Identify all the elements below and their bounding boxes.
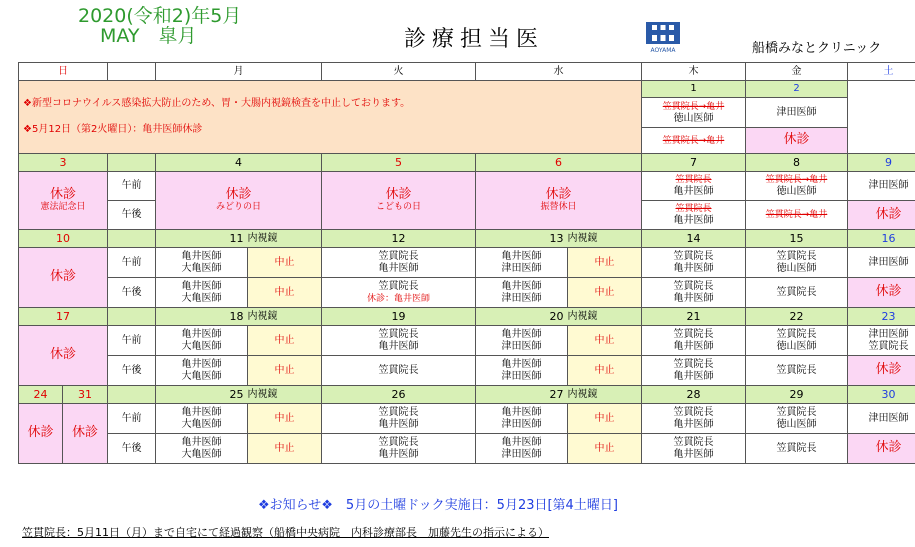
holiday-name: みどりの日 — [215, 201, 261, 212]
endoscopy-cancelled: 中止 — [248, 404, 322, 434]
slot-25-am: 亀井医師 大亀医師 — [156, 404, 248, 434]
announcement-box — [19, 81, 642, 154]
date-25 — [156, 386, 248, 404]
slot-11-am: 亀井医師 大亀医師 — [156, 248, 248, 278]
date-7: 7 — [642, 154, 746, 172]
endoscopy-cancelled: 中止 — [568, 356, 642, 386]
slot-13-pm: 亀井医師 津田医師 — [476, 278, 568, 308]
am-label: 午前 — [108, 326, 156, 356]
date-10: 10 — [19, 230, 108, 248]
announcement-line1: ❖新型コロナウイルス感染拡大防止のため、胃・大腸内視鏡検査を中止しております。 — [23, 98, 411, 109]
weekday-thu: 木 — [642, 63, 746, 81]
slot-1-am — [642, 98, 746, 128]
header-date-line1: 2020(令和2)年5月 — [78, 5, 242, 27]
am-label: 午前 — [108, 172, 156, 201]
date-5: 5 — [322, 154, 476, 172]
endoscopy-cancelled: 中止 — [248, 278, 322, 308]
slot-7-am — [642, 172, 746, 201]
slot-2-am — [746, 98, 848, 128]
date-13 — [476, 230, 568, 248]
slot-9-am — [848, 172, 915, 201]
page-title: 診療担当医 — [404, 27, 545, 52]
slot-15-pm: 笠貫院長 — [746, 278, 848, 308]
slot-26-pm: 笠貫院長 亀井医師 — [322, 434, 476, 464]
slot-1-pm — [642, 128, 746, 154]
struck-doctor: 笠貫院長→亀井 — [662, 101, 725, 112]
slot-27-am: 亀井医師 津田医師 — [476, 404, 568, 434]
struck-doctor: 笠貫院長→亀井 — [765, 175, 828, 185]
closed-label: 休診 — [875, 440, 902, 455]
date-14: 14 — [642, 230, 746, 248]
date-number: 11 — [229, 231, 244, 245]
holiday-3 — [19, 172, 108, 230]
slot-22-am: 笠貫院長 徳山医師 — [746, 326, 848, 356]
sunday-closed — [19, 248, 108, 308]
weekday-tue: 火 — [322, 63, 476, 81]
holiday-name: 憲法記念日 — [40, 201, 86, 212]
naishi-label: 内視鏡 — [568, 386, 642, 404]
date-number: 18 — [229, 309, 244, 323]
slot-26-am: 笠貫院長 亀井医師 — [322, 404, 476, 434]
doctor: 徳山医師 — [776, 186, 817, 197]
closed-label: 休診 — [545, 186, 572, 202]
slot-30-am: 津田医師 — [848, 404, 915, 434]
endoscopy-cancelled: 中止 — [568, 248, 642, 278]
doctor: 亀井医師 — [673, 215, 714, 226]
slot-11-pm: 亀井医師 大亀医師 — [156, 278, 248, 308]
slot-28-am: 笠貫院長 亀井医師 — [642, 404, 746, 434]
closed-label: 休診 — [875, 284, 902, 299]
closed-label: 休診 — [49, 347, 76, 362]
slot-18-pm: 亀井医師 大亀医師 — [156, 356, 248, 386]
date-4: 4 — [156, 154, 322, 172]
endoscopy-cancelled: 中止 — [568, 434, 642, 464]
slot-29-pm: 笠貫院長 — [746, 434, 848, 464]
closed-label: 休診 — [49, 269, 76, 284]
endoscopy-cancelled: 中止 — [248, 248, 322, 278]
slot-20-pm: 亀井医師 津田医師 — [476, 356, 568, 386]
date-23: 23 — [848, 308, 915, 326]
holiday-name: こどもの日 — [375, 201, 421, 212]
date-19: 19 — [322, 308, 476, 326]
date-16: 16 — [848, 230, 915, 248]
notice-banner: ❖お知らせ❖ 5月の土曜ドック実施日：5月23日[第4土曜日] — [258, 498, 618, 513]
doctor: 津田医師 — [776, 106, 817, 118]
struck-doctor: 笠貫院長→亀井 — [662, 135, 725, 146]
date-number: 13 — [549, 231, 564, 245]
holiday-6 — [476, 172, 642, 230]
endoscopy-cancelled: 中止 — [248, 326, 322, 356]
slot-15-am: 笠貫院長 徳山医師 — [746, 248, 848, 278]
slot-18-am: 亀井医師 大亀医師 — [156, 326, 248, 356]
endoscopy-cancelled: 中止 — [248, 434, 322, 464]
endoscopy-cancelled: 中止 — [248, 356, 322, 386]
date-20 — [476, 308, 568, 326]
weekday-sat: 土 — [848, 63, 915, 81]
am-label: 午前 — [108, 248, 156, 278]
date-21: 21 — [642, 308, 746, 326]
holiday-4 — [156, 172, 322, 230]
slot-23-pm — [848, 356, 915, 386]
slot-8-am — [746, 172, 848, 201]
blank-cell — [108, 308, 156, 326]
slot-20-am: 亀井医師 津田医師 — [476, 326, 568, 356]
endoscopy-cancelled: 中止 — [568, 404, 642, 434]
closed-label: 休診 — [875, 206, 902, 222]
date-30: 30 — [848, 386, 915, 404]
closed-label: 休診 — [49, 186, 76, 202]
footnote: 笠貫院長：5月11日（月）まで自宅にて経過観察（船橋中央病院 内科診療部長 加藤先生の指示による） — [22, 526, 549, 539]
header-date — [78, 6, 241, 46]
am-label: 午前 — [108, 404, 156, 434]
pm-label: 午後 — [108, 201, 156, 230]
date-8: 8 — [746, 154, 848, 172]
blank-cell — [108, 386, 156, 404]
date-27 — [476, 386, 568, 404]
date-12: 12 — [322, 230, 476, 248]
naishi-label: 内視鏡 — [248, 308, 322, 326]
sunday-closed — [19, 326, 108, 386]
date-29: 29 — [746, 386, 848, 404]
weekday-fri: 金 — [746, 63, 848, 81]
logo-text: AOYAMA — [650, 47, 676, 54]
blank-cell — [108, 230, 156, 248]
schedule-table — [18, 62, 915, 464]
date-28: 28 — [642, 386, 746, 404]
closed-label: 休診 — [783, 132, 810, 147]
slot-12-am: 笠貫院長 亀井医師 — [322, 248, 476, 278]
slot-13-am: 亀井医師 津田医師 — [476, 248, 568, 278]
slot-2-pm — [746, 128, 848, 154]
slot-14-am: 笠貫院長 亀井医師 — [642, 248, 746, 278]
weekday-mon: 月 — [156, 63, 322, 81]
slot-16-am: 津田医師 — [848, 248, 915, 278]
slot-23-am: 津田医師 笠貫院長 — [848, 326, 915, 356]
weekday-header — [19, 63, 915, 81]
date-11 — [156, 230, 248, 248]
slot-12-pm — [322, 278, 476, 308]
date-2: 2 — [746, 81, 848, 98]
naishi-label: 内視鏡 — [248, 386, 322, 404]
date-number: 20 — [549, 309, 564, 323]
closed-label: 休診 — [875, 362, 902, 377]
closed-label: 休診 — [71, 425, 98, 440]
naishi-label: 内視鏡 — [568, 230, 642, 248]
slot-29-am: 笠貫院長 徳山医師 — [746, 404, 848, 434]
doctor: 笠貫院長 — [378, 280, 419, 292]
date-22: 22 — [746, 308, 848, 326]
blank-cell — [108, 154, 156, 172]
closed-label: 休診 — [225, 186, 252, 202]
weekday-sun: 日 — [19, 63, 108, 81]
pm-label: 午後 — [108, 278, 156, 308]
pm-label: 午後 — [108, 356, 156, 386]
holiday-name: 振替休日 — [540, 201, 577, 212]
clinic-logo-icon — [640, 20, 686, 54]
date-31: 31 — [63, 386, 108, 404]
header-date-line2: MAY 皐月 — [100, 25, 197, 47]
slot-19-am: 笠貫院長 亀井医師 — [322, 326, 476, 356]
date-26: 26 — [322, 386, 476, 404]
doctor: 亀井医師 — [673, 186, 714, 197]
date-number: 27 — [549, 387, 564, 401]
doctor: 徳山医師 — [673, 112, 714, 124]
sunday-closed-24 — [19, 404, 63, 464]
date-17: 17 — [19, 308, 108, 326]
slot-8-pm — [746, 201, 848, 230]
slot-22-pm: 笠貫院長 — [746, 356, 848, 386]
endoscopy-cancelled: 中止 — [568, 278, 642, 308]
struck-doctor: 笠貫院長 — [675, 175, 712, 185]
slot-25-pm: 亀井医師 大亀医師 — [156, 434, 248, 464]
slot-28-pm: 笠貫院長 亀井医師 — [642, 434, 746, 464]
date-15: 15 — [746, 230, 848, 248]
slot-21-am: 笠貫院長 亀井医師 — [642, 326, 746, 356]
naishi-label: 内視鏡 — [248, 230, 322, 248]
closed-label: 休診 — [385, 186, 412, 202]
date-24: 24 — [19, 386, 63, 404]
clinic-name: 船橋みなとクリニック — [752, 41, 882, 56]
slot-16-pm — [848, 278, 915, 308]
slot-21-pm: 笠貫院長 亀井医師 — [642, 356, 746, 386]
date-6: 6 — [476, 154, 642, 172]
slot-14-pm: 笠貫院長 亀井医師 — [642, 278, 746, 308]
weekday-wed: 水 — [476, 63, 642, 81]
announcement-line2: ❖5月12日（第2火曜日）：亀井医師休診 — [23, 124, 203, 135]
slot-9-pm — [848, 201, 915, 230]
slot-19-pm: 笠貫院長 — [322, 356, 476, 386]
struck-doctor: 笠貫院長 — [675, 204, 712, 214]
date-9: 9 — [848, 154, 915, 172]
holiday-5 — [322, 172, 476, 230]
naishi-label: 内視鏡 — [568, 308, 642, 326]
pm-label: 午後 — [108, 434, 156, 464]
closed-note: 休診：亀井医師 — [366, 293, 430, 304]
weekday-blank — [108, 63, 156, 81]
slot-30-pm — [848, 434, 915, 464]
date-number: 25 — [229, 387, 244, 401]
endoscopy-cancelled: 中止 — [568, 326, 642, 356]
doctor: 津田医師 — [868, 180, 909, 191]
date-3: 3 — [19, 154, 108, 172]
slot-7-pm — [642, 201, 746, 230]
struck-doctor: 笠貫院長→亀井 — [765, 210, 828, 220]
closed-label: 休診 — [27, 425, 54, 440]
date-18 — [156, 308, 248, 326]
date-1: 1 — [642, 81, 746, 98]
sunday-closed-31 — [63, 404, 108, 464]
slot-27-pm: 亀井医師 津田医師 — [476, 434, 568, 464]
